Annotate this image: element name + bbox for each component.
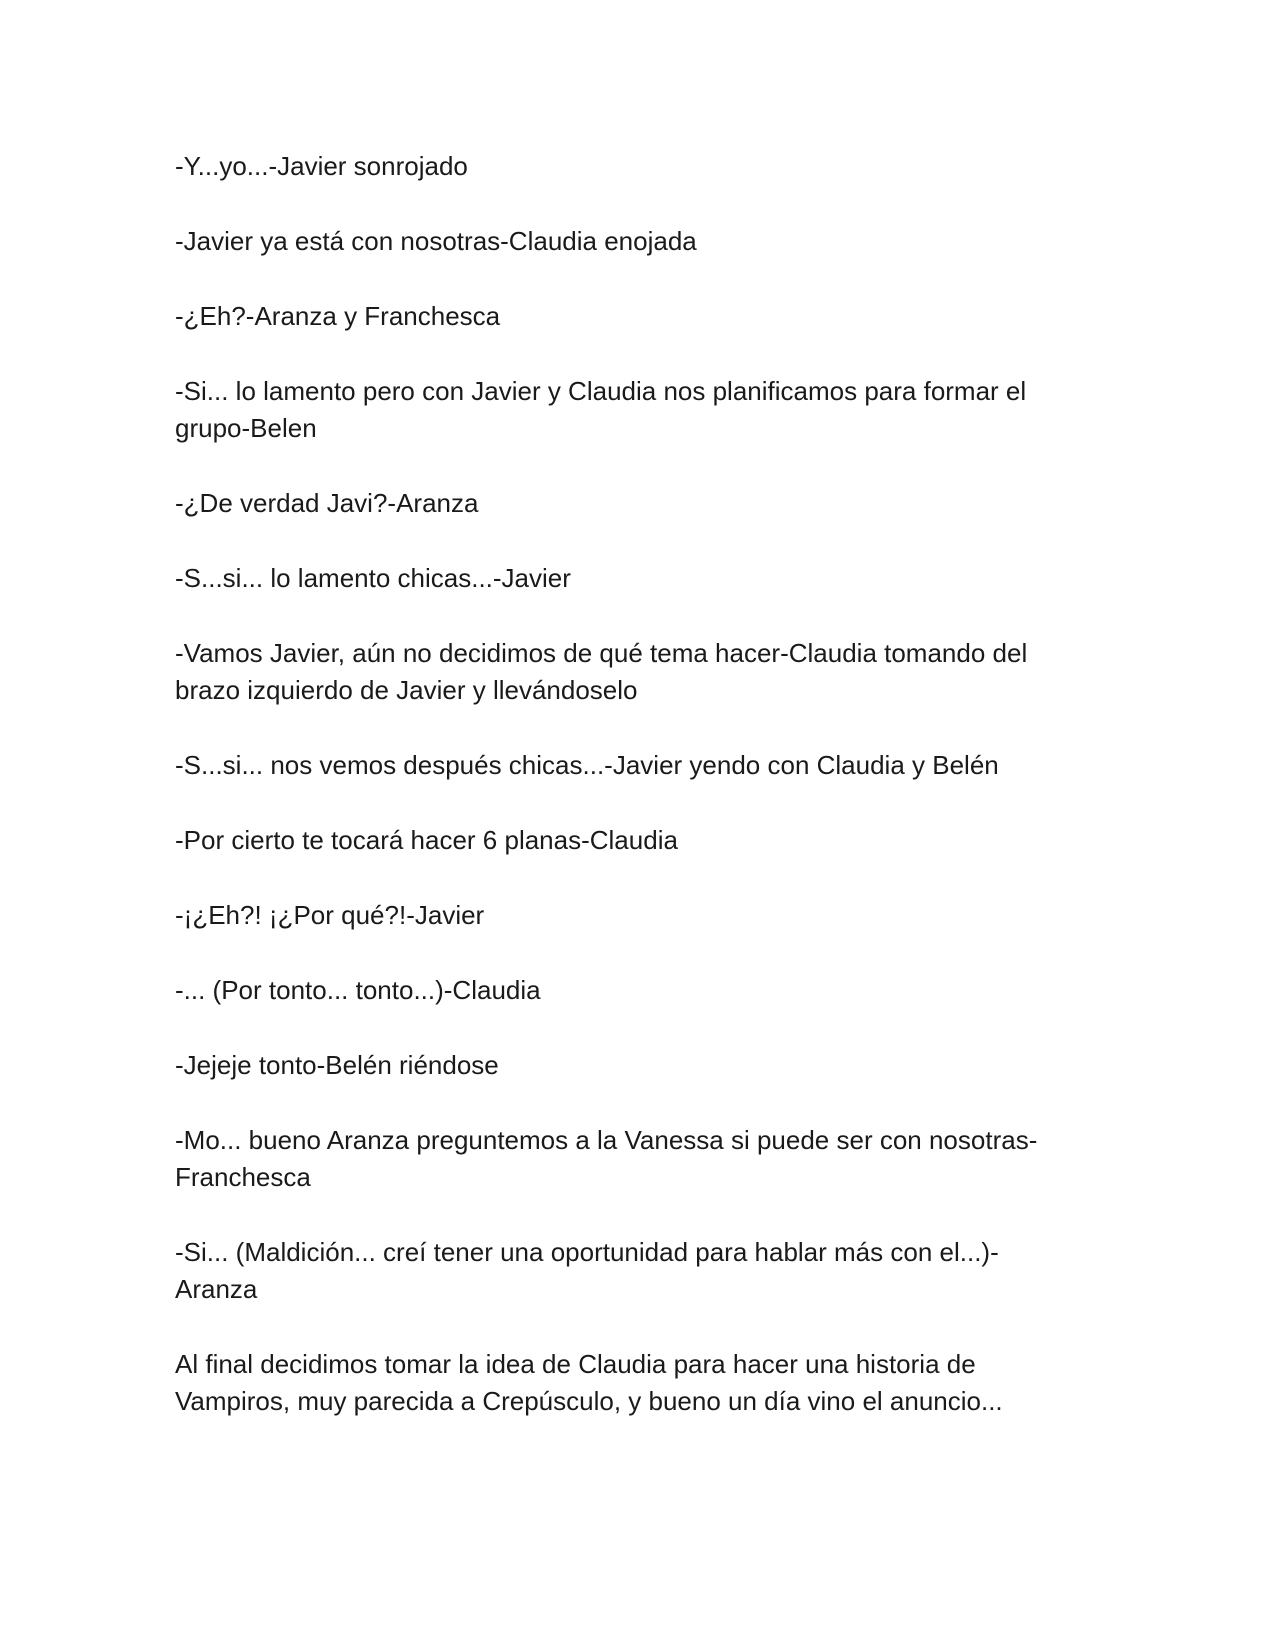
paragraph-5: -¿De verdad Javi?-Aranza [175,488,479,518]
paragraph-10: -¡¿Eh?! ¡¿Por qué?!-Javier [175,900,485,930]
paragraph-1: -Y...yo...-Javier sonrojado [175,151,468,181]
paragraph-8: -S...si... nos vemos después chicas...-Javier yendo con Claudia y Belén [175,750,999,780]
paragraph-9: -Por cierto te tocará hacer 6 planas-Claudia [175,825,678,855]
paragraph-14: -Si... (Maldición... creí tener una oportunidad para hablar más con el...)-Aranza [175,1237,999,1304]
paragraph-15: Al final decidimos tomar la idea de Claudia para hacer una historia de Vampiros, muy parecida a Crepúsculo, y bueno un día vino el anuncio... [175,1349,1003,1416]
paragraph-13: -Mo... bueno Aranza preguntemos a la Vanessa si puede ser con nosotras-Franchesca [175,1125,1038,1192]
paragraph-12: -Jejeje tonto-Belén riéndose [175,1050,499,1080]
paragraph-11: -... (Por tonto... tonto...)-Claudia [175,975,541,1005]
paragraph-3: -¿Eh?-Aranza y Franchesca [175,301,501,331]
document-body [175,148,1075,1458]
paragraph-4: -Si... lo lamento pero con Javier y Claudia nos planificamos para formar el grupo-Belen [175,376,1027,443]
paragraph-6: -S...si... lo lamento chicas...-Javier [175,563,571,593]
paragraph-7: -Vamos Javier, aún no decidimos de qué tema hacer-Claudia tomando del brazo izquierdo de Javier y llevándoselo [175,638,1028,705]
paragraph-2: -Javier ya está con nosotras-Claudia enojada [175,226,697,256]
